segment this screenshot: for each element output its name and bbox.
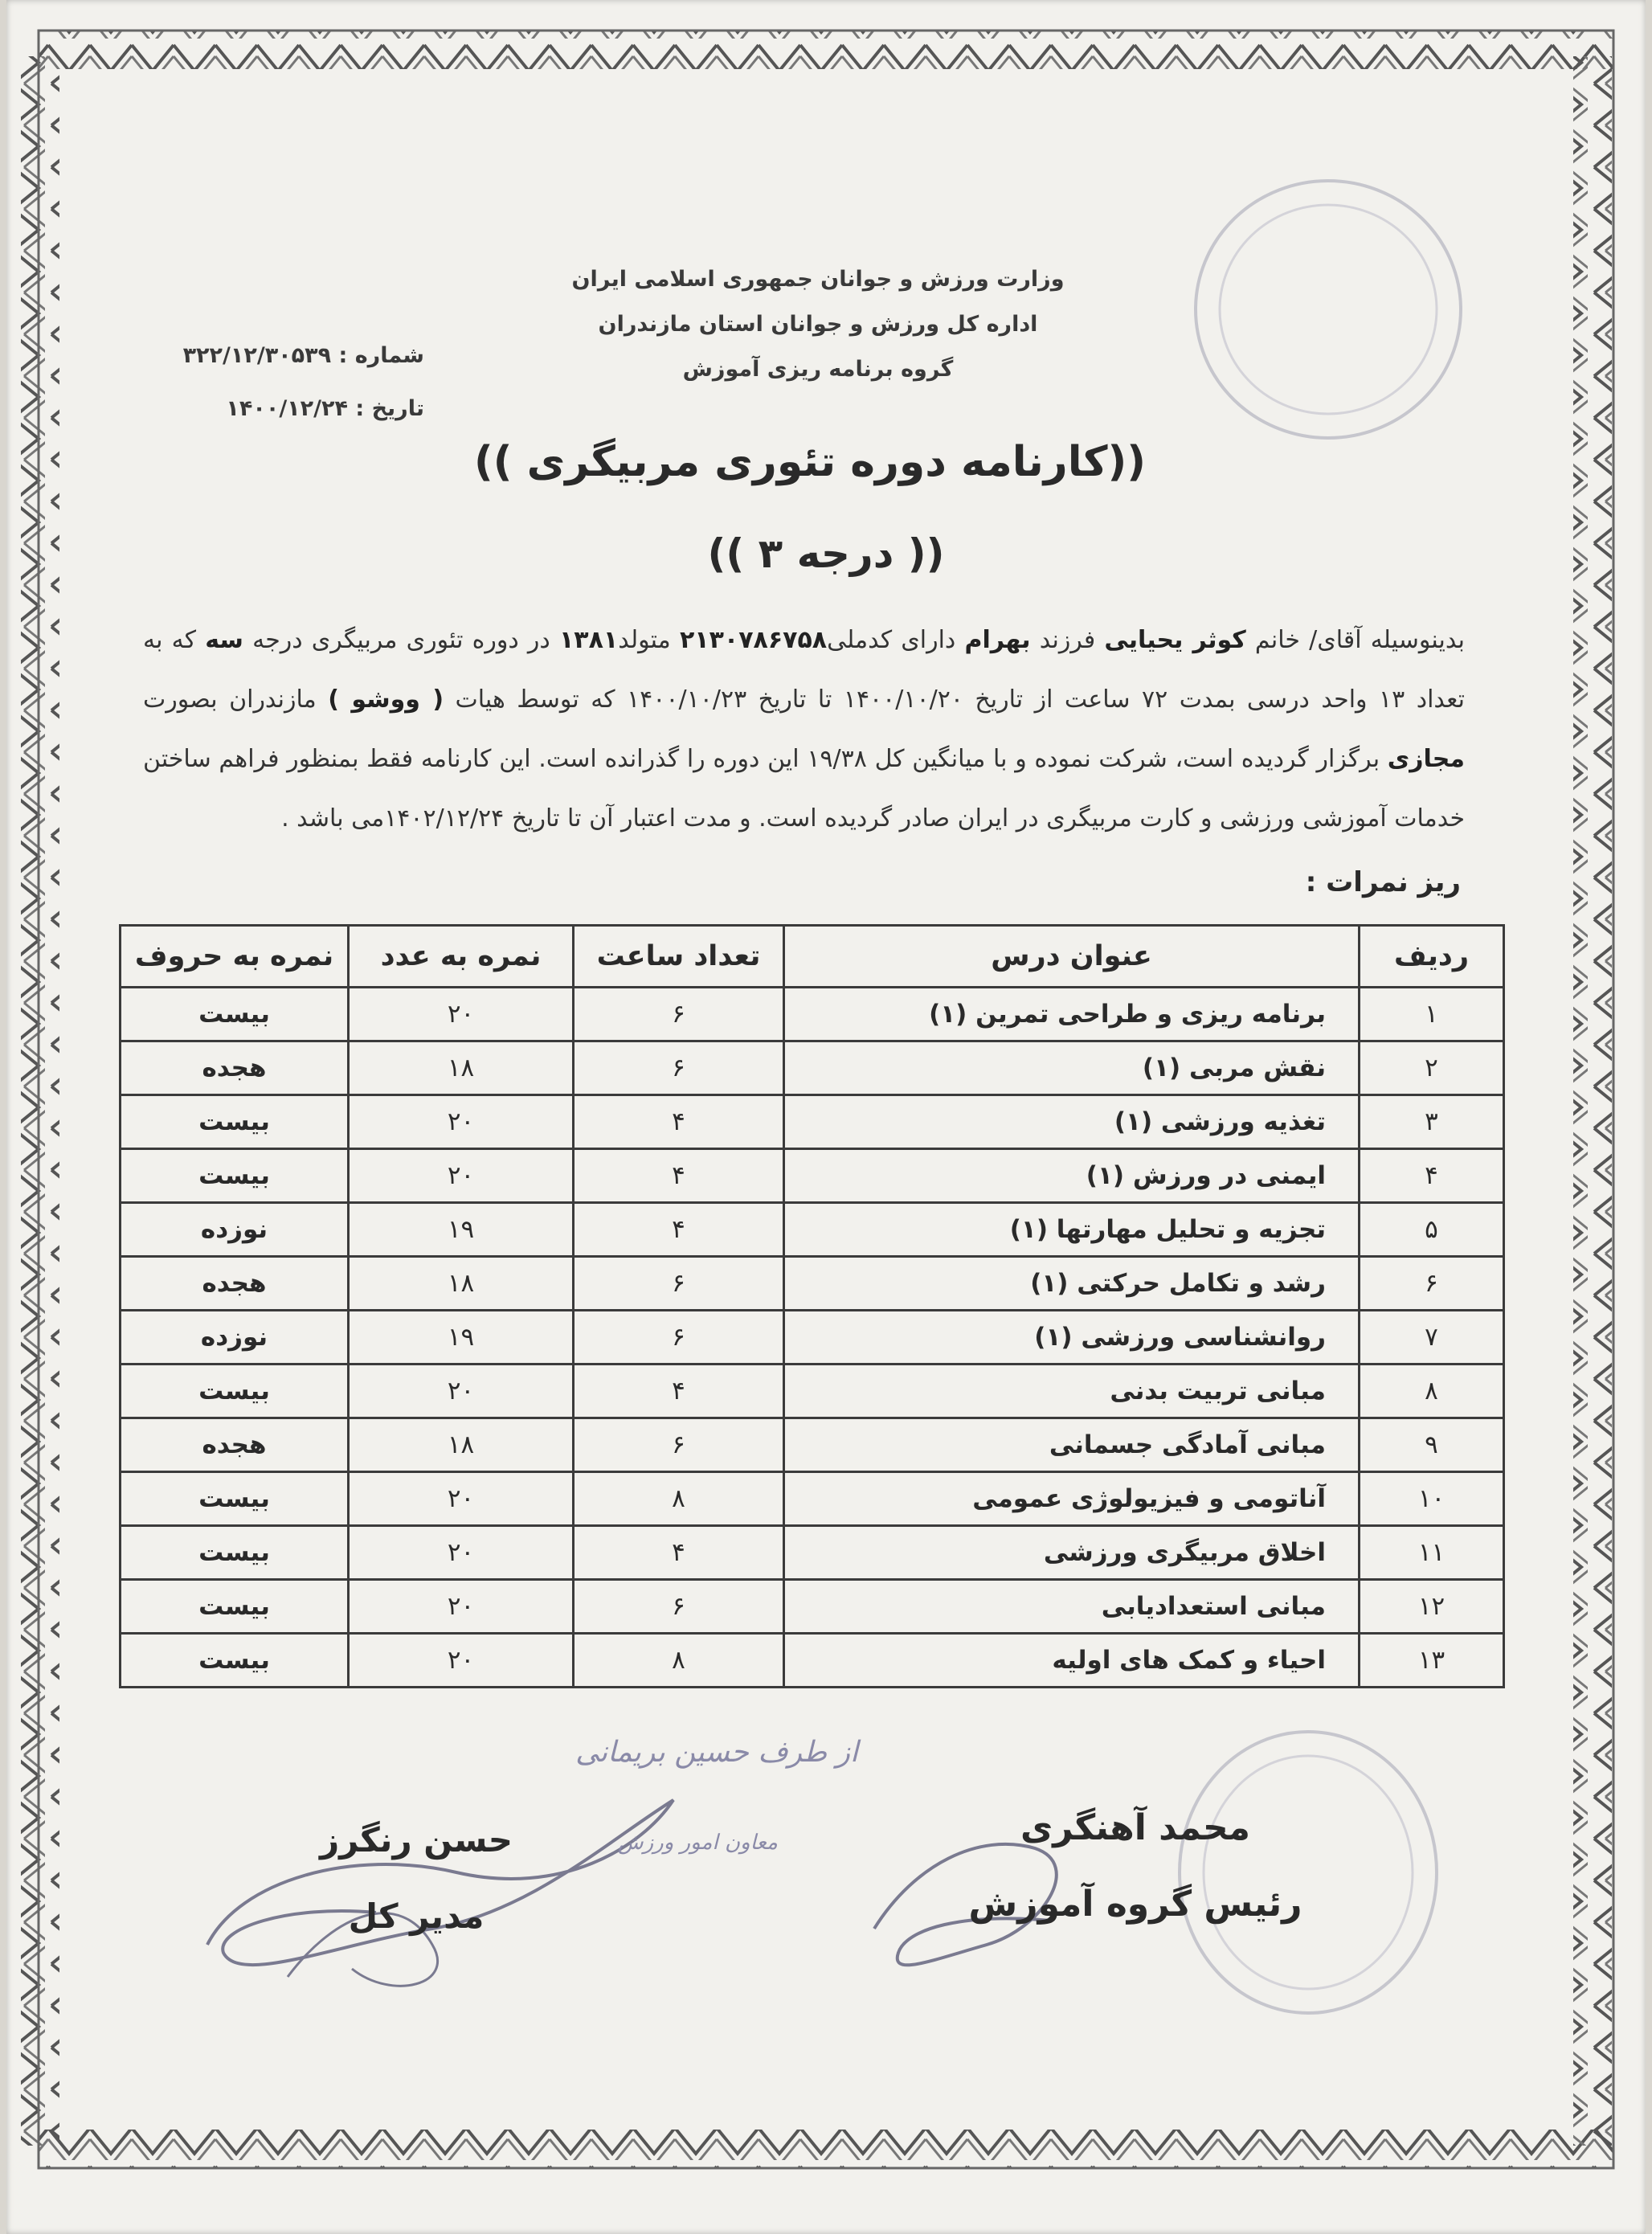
letter-date-label: تاریخ : <box>355 396 424 421</box>
score-words: بیست <box>121 1634 349 1688</box>
trainee-name: کوثر یحیایی <box>1104 626 1246 654</box>
handwritten-on-behalf: از طرف حسین بریمانی <box>575 1736 858 1769</box>
grade-level: سه <box>205 626 243 654</box>
score-number: ۲۰ <box>349 1634 574 1688</box>
course-hours: ۶ <box>574 1041 784 1095</box>
score-number: ۱۸ <box>349 1418 574 1472</box>
score-number: ۲۰ <box>349 988 574 1041</box>
document-title: ((کارنامه دوره تئوری مربیگری )) <box>473 438 1147 486</box>
score-words: نوزده <box>121 1311 349 1365</box>
col-header-score-words: نمره به حروف <box>121 926 349 988</box>
table-row <box>121 1041 1504 1095</box>
certificate-body <box>143 611 1465 849</box>
score-number: ۱۸ <box>349 1041 574 1095</box>
row-number: ۸ <box>1360 1365 1504 1418</box>
signer-name-ahangari: محمد آهنگری <box>1020 1807 1251 1848</box>
score-number: ۲۰ <box>349 1095 574 1149</box>
course-title: تغذیه ورزشی (۱) <box>784 1095 1360 1149</box>
body-text-closing: برگزار گردیده است، شرکت نموده و با میانگین کل ۱۹/۳۸ این دوره را گذرانده است. این کارنامه فقط بمنظور فراهم ساختن خدمات آموزشی ورزشی و کارت مربیگری در ایران صادر گردیده است. و مدت اعتبار آن تا تاریخ ۱۴۰۲/۱۲/۲۴می باشد . <box>143 745 1465 833</box>
official-seal-top <box>1184 165 1473 454</box>
score-words: هجده <box>121 1041 349 1095</box>
grade-breakdown-label: ریز نمرات : <box>1305 866 1461 898</box>
row-number: ۱۲ <box>1360 1580 1504 1634</box>
score-number: ۱۹ <box>349 1311 574 1365</box>
course-title: نقش مربی (۱) <box>784 1041 1360 1095</box>
certificate-paper <box>6 0 1646 2234</box>
score-number: ۱۹ <box>349 1203 574 1257</box>
course-title: رشد و تکامل حرکتی (۱) <box>784 1257 1360 1311</box>
table-row <box>121 1365 1504 1418</box>
row-number: ۵ <box>1360 1203 1504 1257</box>
course-hours: ۴ <box>574 1365 784 1418</box>
table-row <box>121 1580 1504 1634</box>
body-text-details: که به تعداد ۱۳ واحد درسی بمدت ۷۲ ساعت از تاریخ ۱۴۰۰/۱۰/۲۰ تا تاریخ ۱۴۰۰/۱۰/۲۳ که توسط هیات <box>143 626 1465 714</box>
score-number: ۱۸ <box>349 1257 574 1311</box>
body-text-intro: بدینوسیله آقای/ خانم <box>1254 626 1465 654</box>
course-title: برنامه ریزی و طراحی تمرین (۱) <box>784 988 1360 1041</box>
grades-table <box>119 924 1505 1688</box>
letter-date <box>143 383 424 436</box>
score-words: هجده <box>121 1257 349 1311</box>
course-title: مبانی استعدادیابی <box>784 1580 1360 1634</box>
course-title: مبانی تربیت بدنی <box>784 1365 1360 1418</box>
table-row <box>121 1149 1504 1203</box>
national-id: ۲۱۳۰۷۸۶۷۵۸ <box>679 626 828 654</box>
score-words: بیست <box>121 1149 349 1203</box>
col-header-row-number: ردیف <box>1360 926 1504 988</box>
ministry-header <box>569 257 1067 392</box>
score-words: بیست <box>121 1526 349 1580</box>
course-title: تجزیه و تحلیل مهارتها (۱) <box>784 1203 1360 1257</box>
letter-number-label: شماره : <box>338 343 424 368</box>
table-row <box>121 1311 1504 1365</box>
score-words: نوزده <box>121 1203 349 1257</box>
row-number: ۱۰ <box>1360 1472 1504 1526</box>
table-header-row <box>121 926 1504 988</box>
course-hours: ۸ <box>574 1634 784 1688</box>
score-words: بیست <box>121 1365 349 1418</box>
body-text-province: مازندران بصورت <box>143 685 317 714</box>
course-hours: ۶ <box>574 1580 784 1634</box>
header-line-ministry: وزارت ورزش و جوانان جمهوری اسلامی ایران <box>571 267 1065 292</box>
col-header-score-number: نمره به عدد <box>349 926 574 988</box>
header-line-group: گروه برنامه ریزی آموزش <box>682 357 954 382</box>
course-title: ایمنی در ورزش (۱) <box>784 1149 1360 1203</box>
body-text-course: در دوره تئوری مربیگری درجه <box>252 626 550 654</box>
signer-title-rangraz: مدیر کل <box>348 1896 485 1936</box>
body-text-child-of: فرزند <box>1039 626 1096 654</box>
signer-title-ahangari: رئیس گروه آموزش <box>968 1884 1302 1925</box>
letter-date-value: ۱۴۰۰/۱۲/۲۴ <box>226 396 348 421</box>
row-number: ۷ <box>1360 1311 1504 1365</box>
letter-number-value: ۳۲۲/۱۲/۳۰۵۳۹ <box>182 343 332 368</box>
course-hours: ۸ <box>574 1472 784 1526</box>
signature-director-general <box>296 1800 537 1953</box>
score-words: هجده <box>121 1418 349 1472</box>
table-row <box>121 1095 1504 1149</box>
row-number: ۱۳ <box>1360 1634 1504 1688</box>
course-title: اخلاق مربیگری ورزشی <box>784 1526 1360 1580</box>
document-subtitle: (( درجه ۳ )) <box>707 530 945 577</box>
course-hours: ۴ <box>574 1095 784 1149</box>
signer-name-rangraz: حسن رنگرز <box>319 1820 513 1860</box>
course-hours: ۴ <box>574 1149 784 1203</box>
table-row <box>121 1526 1504 1580</box>
score-number: ۲۰ <box>349 1365 574 1418</box>
course-hours: ۴ <box>574 1203 784 1257</box>
course-hours: ۶ <box>574 1257 784 1311</box>
header-line-department: اداره کل ورزش و جوانان استان مازندران <box>598 312 1038 337</box>
row-number: ۶ <box>1360 1257 1504 1311</box>
course-hours: ۶ <box>574 1418 784 1472</box>
row-number: ۱۱ <box>1360 1526 1504 1580</box>
body-text-id-label: دارای کدملی <box>827 626 956 654</box>
row-number: ۱ <box>1360 988 1504 1041</box>
score-number: ۲۰ <box>349 1580 574 1634</box>
course-title: روانشناسی ورزشی (۱) <box>784 1311 1360 1365</box>
score-number: ۲۰ <box>349 1149 574 1203</box>
course-hours: ۴ <box>574 1526 784 1580</box>
row-number: ۲ <box>1360 1041 1504 1095</box>
course-title: احیاء و کمک های اولیه <box>784 1634 1360 1688</box>
score-number: ۲۰ <box>349 1472 574 1526</box>
father-name: بهرام <box>964 626 1031 654</box>
federation-name: ( ووشو ) <box>328 685 444 714</box>
score-number: ۲۰ <box>349 1526 574 1580</box>
col-header-course-title: عنوان درس <box>784 926 1360 988</box>
course-hours: ۶ <box>574 1311 784 1365</box>
course-title: آناتومی و فیزیولوژی عمومی <box>784 1472 1360 1526</box>
row-number: ۹ <box>1360 1418 1504 1472</box>
table-row <box>121 1203 1504 1257</box>
birth-year: ۱۳۸۱ <box>558 626 619 654</box>
table-row <box>121 1472 1504 1526</box>
row-number: ۳ <box>1360 1095 1504 1149</box>
table-row <box>121 1634 1504 1688</box>
table-row <box>121 1257 1504 1311</box>
letter-number <box>143 329 424 383</box>
score-words: بیست <box>121 1580 349 1634</box>
course-hours: ۶ <box>574 988 784 1041</box>
score-words: بیست <box>121 988 349 1041</box>
table-row <box>121 988 1504 1041</box>
col-header-hours: تعداد ساعت <box>574 926 784 988</box>
reference-block <box>143 329 424 436</box>
course-title: مبانی آمادگی جسمانی <box>784 1418 1360 1472</box>
table-row <box>121 1418 1504 1472</box>
score-words: بیست <box>121 1472 349 1526</box>
body-text-born: متولد <box>618 626 671 654</box>
handwritten-deputy-title: معاون امور ورزش <box>617 1831 778 1855</box>
course-mode: مجازی <box>1387 745 1465 773</box>
row-number: ۴ <box>1360 1149 1504 1203</box>
score-words: بیست <box>121 1095 349 1149</box>
signature-head-of-education <box>955 1784 1316 1937</box>
